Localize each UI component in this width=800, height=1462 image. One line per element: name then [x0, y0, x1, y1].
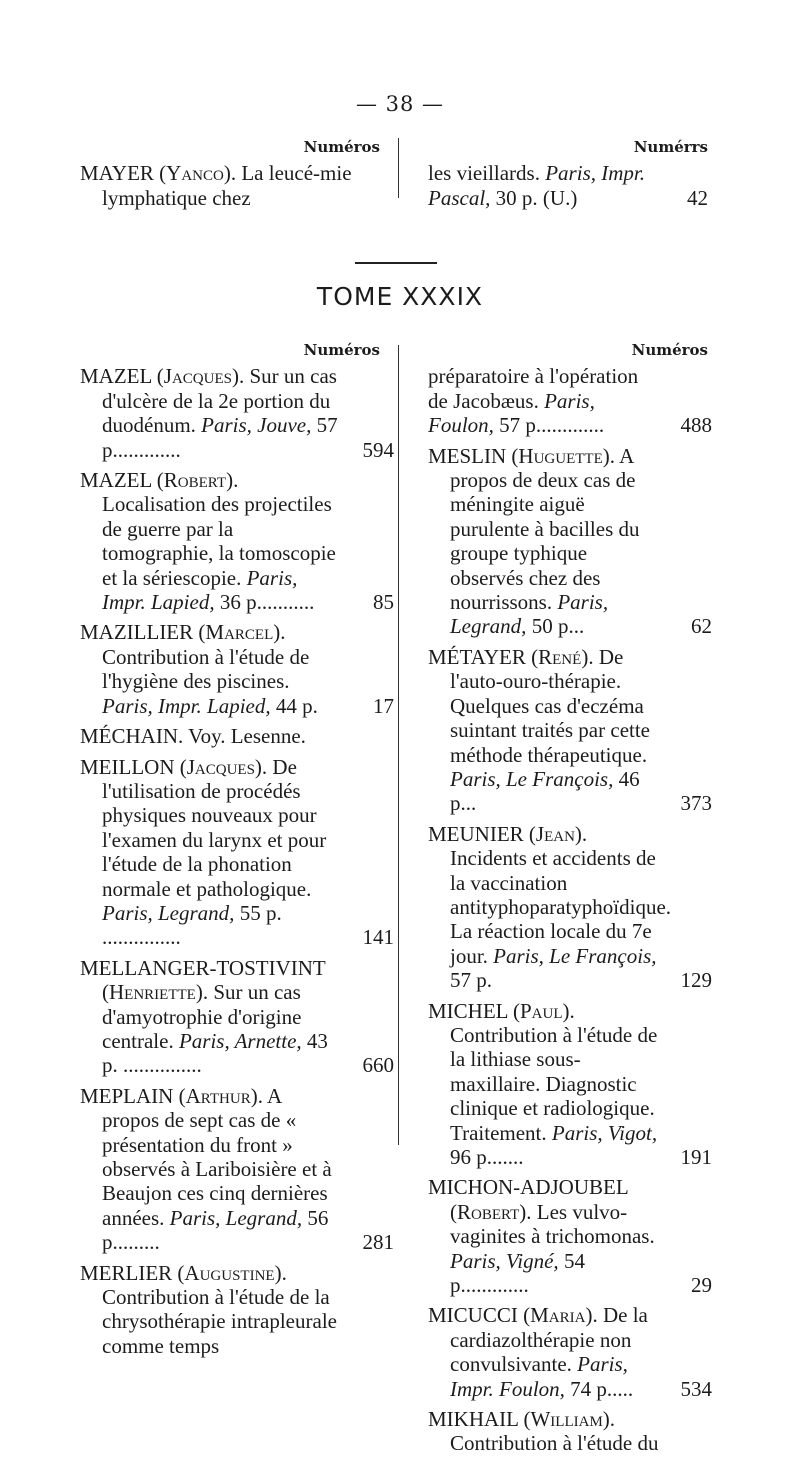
entry-publisher: Paris, Impr. Lapied, [102, 693, 271, 718]
entry-pages: 54 p............. [450, 1248, 585, 1298]
entry-body: . Voy. Lesenne. [178, 724, 306, 749]
entry-author: MERLIER [80, 1260, 173, 1285]
entry-body: . Sur un cas d'amyotrophie d'origine centrale. [102, 980, 302, 1053]
entry-author: MAZEL [80, 364, 152, 389]
entry-pages: 55 p. ............... [102, 900, 282, 950]
entry-pages: 36 p........... [214, 590, 315, 615]
entry-given-name: Jacques [163, 364, 232, 389]
index-entry: MEILLON (Jacques). De l'utilisation de procédés physiques nouveaux pour l'examen du larynx et pour l'étude de la phonation normale et pathologique. Paris, Legrand, 55 p. ............... 141 [80, 754, 394, 950]
entry-given-name: Jean [535, 821, 575, 846]
entry-number: 62 [691, 614, 712, 639]
column-header: Numérrs [633, 138, 708, 156]
entry-pages: 46 p... [450, 766, 640, 816]
index-entry: MEPLAIN (Arthur). A propos de sept cas de « présentation du front » observés à Lariboisière et à Beaujon ces cinq dernières années. Paris, Legrand, 56 p......... 281 [80, 1083, 394, 1255]
entry-author: MAYER [80, 161, 154, 186]
index-entry: MAZEL (Robert). Localisation des projectiles de guerre par la tomographie, la tomoscopie et la sériescopie. Paris, Impr. Lapied, 36 p........... 85 [80, 468, 394, 615]
entry-body: . Les vulvo-vaginites à trichomonas. [450, 1199, 655, 1249]
entry-publisher: Paris, Impr. Pascal, [428, 161, 645, 210]
index-entry [428, 364, 712, 438]
entry-pages: 96 p....... [450, 1145, 524, 1169]
entry-number: 29 [691, 1273, 712, 1298]
entry-number: 281 [362, 1230, 394, 1255]
entry-body: . A propos de sept cas de « présentation du front » observés à Lariboisière et à Beaujon ces cinq dernières années. [102, 1083, 332, 1230]
entry-pages: 74 p..... [564, 1376, 634, 1401]
entry-author: MEPLAIN [80, 1083, 174, 1108]
entry-pages: 57 p............. [102, 413, 338, 462]
entry-pages: 57 p. [450, 968, 492, 993]
entry-publisher: Paris, Legrand, [450, 590, 609, 639]
entry-publisher: Paris, Foulon, [428, 388, 595, 438]
index-entry: MÉTAYER (René). De l'auto-ouro-thérapie. Quelques cas d'eczéma suintant traités par cette méthode thérapeutique. Paris, Le François, 46 p... 373 [428, 644, 712, 816]
entry-given-name: Jacques [186, 754, 255, 779]
entry-publisher: Paris, Impr. Lapied, [102, 565, 298, 615]
entry-given-name: Robert [457, 1199, 520, 1224]
entry-body: . Contribution à l'étude de la lithiase sous-maxillaire. Diagnostic clinique et radiologique. Traitement. [450, 998, 658, 1145]
entry-number: 594 [362, 437, 394, 462]
entry-body: . Contribution à l'étude du [450, 1407, 659, 1456]
entry-publisher: Paris, Le François, [493, 943, 657, 968]
index-entry: MICUCCI (Maria). De la cardiazolthérapie non convulsivante. Paris, Impr. Foulon, 74 p..... 534 [428, 1303, 712, 1401]
entry-given-name: Huguette [518, 443, 603, 468]
entry-given-name: Paul [519, 998, 563, 1023]
entry-author: MIKHAIL [428, 1407, 519, 1432]
entry-author: MELLANGER-TOSTIVINT [80, 955, 326, 980]
entry-pages: 56 p......... [102, 1205, 329, 1255]
right-column [428, 338, 712, 1462]
entry-given-name: Marcel [205, 620, 274, 645]
entry-author: MAZILLIER [80, 620, 194, 645]
left-column [80, 338, 394, 1364]
entry-author: MAZEL [80, 468, 152, 493]
entry-given-name: Robert [163, 468, 227, 493]
entry-pages: 43 p. ............... [102, 1028, 328, 1078]
entry-body: préparatoire à l'opération de Jacobæus. [428, 364, 639, 413]
entry-body: . Sur un cas d'ulcère de la 2e portion du duodénum. [102, 364, 337, 438]
entry-publisher: Paris, Vigné, [450, 1248, 559, 1273]
entry-pages: 30 p. (U.) [490, 185, 578, 210]
entry-publisher: Paris, Legrand, [102, 900, 235, 925]
entry-author: MEILLON [80, 754, 175, 779]
column-divider [398, 138, 399, 198]
top-left-column [80, 135, 380, 210]
entry-body: . De l'auto-ouro-thérapie. Quelques cas d'eczéma suintant traités par cette méthode thérapeutique. [450, 644, 651, 767]
index-entry: MAZEL (Jacques). Sur un cas d'ulcère de la 2e portion du duodénum. Paris, Jouve, 57 p............. 594 [80, 364, 394, 462]
index-entry: MELLANGER-TOSTIVINT (Henriette). Sur un cas d'amyotrophie d'origine centrale. Paris, Arnette, 43 p. ............... 660 [80, 955, 394, 1078]
entry-publisher: Paris, Impr. Foulon, [450, 1352, 628, 1401]
entry-author: MÉTAYER [428, 644, 526, 669]
entry-number: 191 [680, 1145, 712, 1169]
entry-number: 42 [687, 185, 708, 210]
entry-pages: 50 p... [526, 614, 585, 639]
entry-author: MICUCCI [428, 1303, 518, 1328]
entry-body: . De l'utilisation de procédés physiques nouveaux pour l'examen du larynx et pour l'étude de la phonation normale et pathologique. [102, 754, 327, 901]
entry-number: 17 [373, 693, 394, 718]
entry-body: . Contribution à l'étude de l'hygiène des piscines. [102, 620, 310, 694]
entry-number: 85 [373, 590, 394, 615]
page-number: — 38 — [355, 92, 445, 116]
index-entry: MEUNIER (Jean). Incidents et accidents de la vaccination antityphoparatyphoïdique. La réaction locale du 7e jour. Paris, Le François, 57 p. 129 [428, 821, 712, 993]
entry [428, 161, 708, 210]
entry-number: 488 [680, 413, 712, 438]
entry-given-name: Maria [530, 1303, 586, 1328]
column-header: Numéros [303, 341, 380, 359]
entry: MAYER (Yanco). La leucé-mie lymphatique chez [80, 161, 352, 210]
index-entry: MICHON-ADJOUBEL (Robert). Les vulvo-vaginites à trichomonas. Paris, Vigné, 54 p............. 29 [428, 1175, 712, 1298]
entry-publisher: Paris, Legrand, [169, 1205, 303, 1230]
entry-author: MICHEL [428, 998, 508, 1023]
entry-author: MÉCHAIN [80, 724, 178, 749]
entry-number: 129 [680, 968, 712, 993]
entry-publisher: Paris, Vigot, [551, 1120, 658, 1145]
section-rule [355, 262, 437, 264]
entry-given-name: Yanco [166, 161, 224, 186]
entry-pages: 57 p............. [493, 413, 605, 438]
entry-given-name: René [538, 644, 582, 669]
entry-body: . De la cardiazolthérapie non convulsivante. [450, 1303, 648, 1377]
entry-number: 660 [362, 1053, 394, 1078]
index-entry: MICHEL (Paul). Contribution à l'étude de la lithiase sous-maxillaire. Diagnostic clinique et radiologique. Traitement. Paris, Vigot, 96 p....... 191 [428, 998, 712, 1169]
column-header: Numéros [631, 341, 708, 359]
index-entry: MAZILLIER (Marcel). Contribution à l'étude de l'hygiène des piscines. Paris, Impr. Lapied, 44 p. 17 [80, 620, 394, 718]
entry-author: MEUNIER [428, 821, 524, 846]
entry-body: . Incidents et accidents de la vaccination antityphoparatyphoïdique. La réaction locale du 7e jour. [450, 821, 672, 968]
tome-title: TOME XXXIX [316, 282, 484, 311]
entry-author: MESLIN [428, 443, 507, 468]
entry-number: 373 [680, 791, 712, 816]
entry-body: . Contribution à l'étude de la chrysothérapie intrapleurale comme temps [102, 1260, 337, 1358]
index-entry: MIKHAIL (William). Contribution à l'étude du [428, 1407, 659, 1456]
entry-given-name: William [530, 1407, 603, 1432]
entry-number: 141 [362, 925, 394, 950]
column-header: Numéros [303, 138, 380, 156]
entry-pages: 44 p. [270, 693, 318, 718]
entry-body: les vieillards. [428, 161, 546, 186]
entry-body: . A propos de deux cas de méningite aiguë purulente à bacilles du groupe typhique observés chez des nourrissons. [450, 443, 640, 615]
index-entry: MESLIN (Huguette). A propos de deux cas de méningite aiguë purulente à bacilles du groupe typhique observés chez des nourrissons. Paris, Legrand, 50 p... 62 [428, 443, 712, 639]
index-entry [80, 724, 342, 748]
entry-body: . La leucé-mie lymphatique chez [102, 161, 352, 210]
column-divider [398, 345, 399, 1145]
entry-body: . Localisation des projectiles de guerre par la tomographie, la tomoscopie et la sériescopie. [102, 468, 336, 590]
entry-given-name: Augustine [184, 1260, 275, 1285]
entry-publisher: Paris, Arnette, [178, 1028, 302, 1053]
index-entry: MERLIER (Augustine). Contribution à l'étude de la chrysothérapie intrapleurale comme temps [80, 1260, 337, 1358]
top-right-column [428, 135, 708, 210]
entry-author: MICHON-ADJOUBEL [428, 1175, 628, 1200]
entry-given-name: Henriette [109, 980, 196, 1005]
entry-number: 534 [680, 1376, 712, 1401]
entry-publisher: Paris, Le François, [450, 766, 614, 791]
entry-given-name: Arthur [185, 1083, 251, 1108]
entry-publisher: Paris, Jouve, [201, 413, 312, 438]
